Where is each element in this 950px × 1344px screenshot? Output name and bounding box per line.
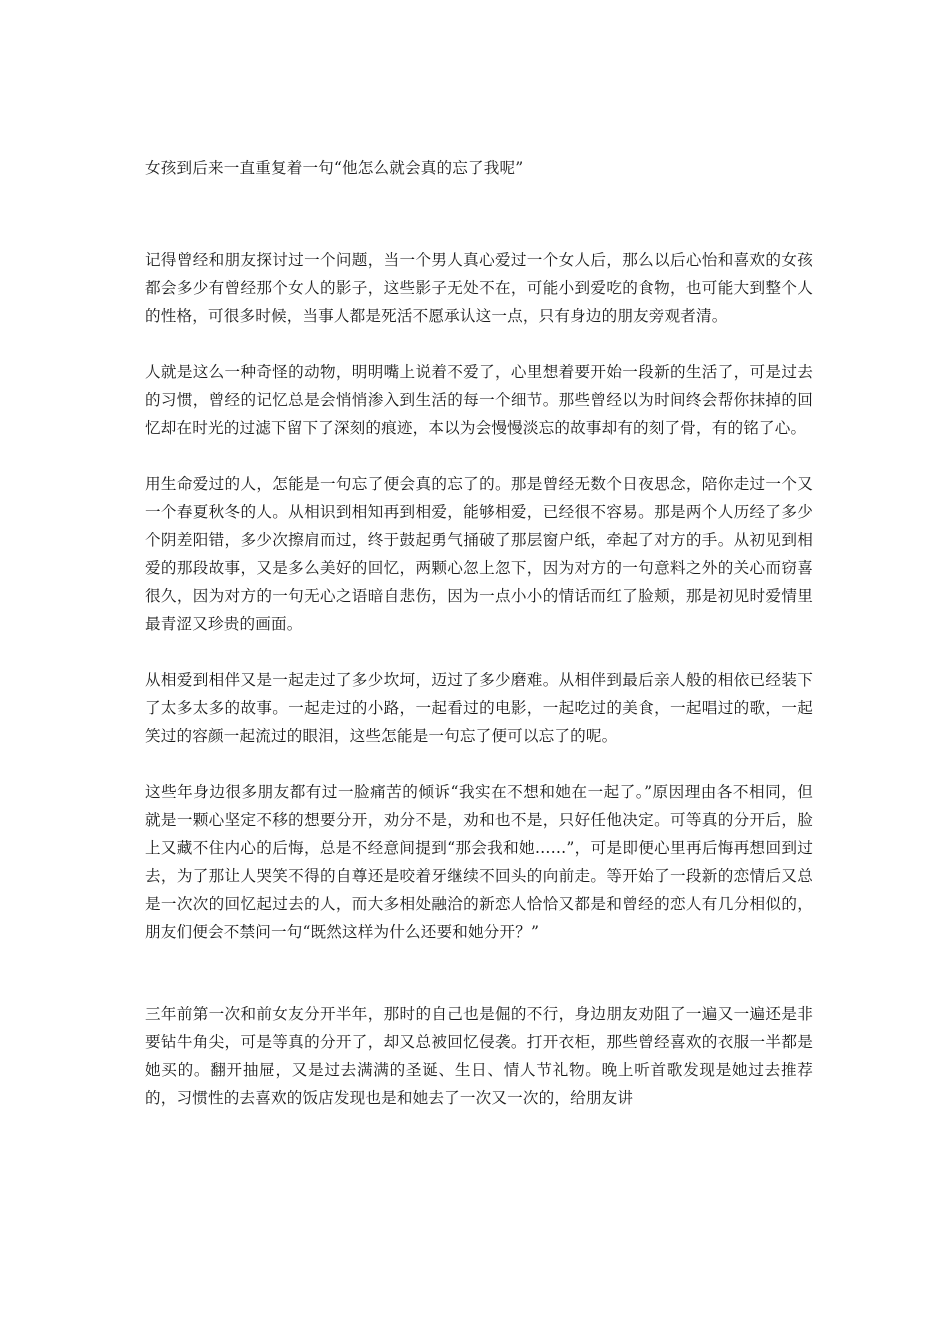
spacer xyxy=(145,750,813,778)
spacer xyxy=(145,442,813,470)
paragraph-5: 这些年身边很多朋友都有过一脸痛苦的倾诉“我实在不想和她在一起了。”原因理由各不相同，但就是一颗心坚定不移的想要分开，劝分不是，劝和也不是，只好任他决定。可等真的分开后，脸上又藏不住内心的后悔，总是不经意间提到“那会我和她……”，可是即便心里再后悔再想回到过去，为了那让人哭笑不得的自尊还是咬着牙继续不回头的向前走。等开始了一段新的恋情后又总是一次次的回忆起过去的人，而大多相处融洽的新恋人恰恰又都是和曾经的恋人有几分相似的，朋友们便会不禁问一句“既然这样为什么还要和她分开？” xyxy=(145,783,813,941)
document-title: 女孩到后来一直重复着一句“他怎么就会真的忘了我呢” xyxy=(145,159,524,177)
paragraph-2: 人就是这么一种奇怪的动物，明明嘴上说着不爱了，心里想着要开始一段新的生活了，可是过去的习惯，曾经的记忆总是会悄悄渗入到生活的每一个细节。那些曾经以为时间终会帮你抹掉的回忆却在时光的过滤下留下了深刻的痕迹，本以为会慢慢淡忘的故事却有的刻了骨，有的铭了心。 xyxy=(145,363,813,437)
spacer xyxy=(145,182,813,246)
paragraph-3: 用生命爱过的人，怎能是一句忘了便会真的忘了的。那是曾经无数个日夜思念，陪你走过一个又一个春夏秋冬的人。从相识到相知再到相爱，能够相爱，已经很不容易。那是两个人历经了多少个阴差阳错，多少次擦肩而过，终于鼓起勇气捅破了那层窗户纸，牵起了对方的手。从初见到相爱的那段故事，又是多么美好的回忆，两颗心忽上忽下，因为对方的一句意料之外的关心而窃喜很久，因为对方的一句无心之语暗自悲伤，因为一点小小的情话而红了脸颊，那是初见时爱情里最青涩又珍贵的画面。 xyxy=(145,475,813,633)
paragraph-1: 记得曾经和朋友探讨过一个问题，当一个男人真心爱过一个女人后，那么以后心怡和喜欢的女孩都会多少有曾经那个女人的影子，这些影子无处不在，可能小到爱吃的食物，也可能大到整个人的性格，可很多时候，当事人都是死活不愿承认这一点，只有身边的朋友旁观者清。 xyxy=(145,251,813,325)
paragraph-6: 三年前第一次和前女友分开半年，那时的自己也是倔的不行，身边朋友劝阻了一遍又一遍还是非要钻牛角尖，可是等真的分开了，却又总被回忆侵袭。打开衣柜，那些曾经喜欢的衣服一半都是她买的。翻开抽屉，又是过去满满的圣诞、生日、情人节礼物。晚上听首歌发现是她过去推荐的，习惯性的去喜欢的饭店发现也是和她去了一次又一次的，给朋友讲 xyxy=(145,1005,813,1107)
document-page xyxy=(145,154,813,1112)
paragraph-4: 从相爱到相伴又是一起走过了多少坎坷，迈过了多少磨难。从相伴到最后亲人般的相依已经装下了太多太多的故事。一起走过的小路，一起看过的电影，一起吃过的美食，一起唱过的歌，一起笑过的容颜一起流过的眼泪，这些怎能是一句忘了便可以忘了的呢。 xyxy=(145,671,813,745)
spacer xyxy=(145,946,813,1000)
spacer xyxy=(145,638,813,666)
spacer xyxy=(145,330,813,358)
